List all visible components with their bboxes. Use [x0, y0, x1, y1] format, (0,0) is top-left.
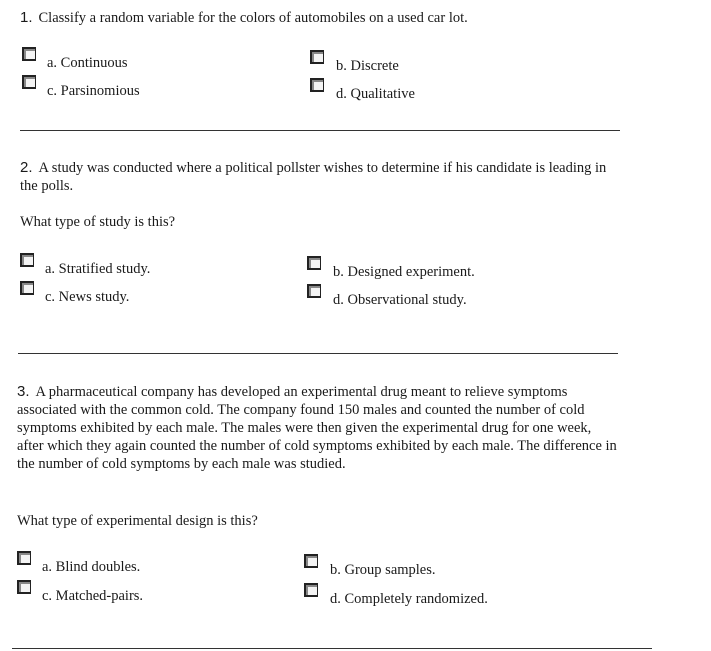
- option-2c-checkbox[interactable]: [20, 281, 34, 295]
- question-3-prompt: What type of experimental design is this?: [17, 513, 258, 529]
- question-1-stem: [20, 9, 620, 27]
- question-3-number: 3.: [17, 383, 30, 400]
- option-1a-label[interactable]: a. Continuous: [47, 55, 128, 71]
- option-2b-checkbox[interactable]: [307, 256, 321, 270]
- option-3a-label[interactable]: a. Blind doubles.: [42, 559, 141, 575]
- question-1-number: 1.: [20, 9, 33, 26]
- question-1-text: Classify a random variable for the colors of automobiles on a used car lot.: [38, 10, 468, 26]
- question-2-number: 2.: [20, 159, 33, 176]
- option-2a-checkbox[interactable]: [20, 253, 34, 267]
- option-3b-checkbox[interactable]: [304, 554, 318, 568]
- option-2a-label[interactable]: a. Stratified study.: [45, 261, 151, 277]
- separator-1: [20, 130, 620, 131]
- question-2-prompt: What type of study is this?: [20, 214, 176, 230]
- option-1a-checkbox[interactable]: [22, 47, 36, 61]
- separator-3: [12, 648, 652, 649]
- option-3a-checkbox[interactable]: [17, 551, 31, 565]
- option-2d-label[interactable]: d. Observational study.: [333, 292, 467, 308]
- option-3c-checkbox[interactable]: [17, 580, 31, 594]
- question-3-text: A pharmaceutical company has developed an experimental drug meant to relieve symptoms associated with the common cold. The company found 150 males and counted the number of cold symptoms exhibited by each male. The males were then given the experimental drug for one week, after which they again counted the number of cold symptoms exhibited by each male. The difference in the number of cold symptoms by each male was studied.: [17, 384, 617, 472]
- option-3d-checkbox[interactable]: [304, 583, 318, 597]
- option-2d-checkbox[interactable]: [307, 284, 321, 298]
- option-2b-label[interactable]: b. Designed experiment.: [333, 264, 475, 280]
- option-1d-label[interactable]: d. Qualitative: [336, 86, 415, 102]
- option-3b-label[interactable]: b. Group samples.: [330, 562, 436, 578]
- question-2-stem: [20, 159, 620, 195]
- option-1c-checkbox[interactable]: [22, 75, 36, 89]
- option-3d-label[interactable]: d. Completely randomized.: [330, 591, 488, 607]
- option-1d-checkbox[interactable]: [310, 78, 324, 92]
- option-1c-label[interactable]: c. Parsinomious: [47, 83, 140, 99]
- question-2-text: A study was conducted where a political pollster wishes to determine if his candidate is leading in the polls.: [20, 160, 607, 194]
- option-2c-label[interactable]: c. News study.: [45, 289, 130, 305]
- option-1b-label[interactable]: b. Discrete: [336, 58, 399, 74]
- option-3c-label[interactable]: c. Matched-pairs.: [42, 588, 144, 604]
- question-3-stem: [17, 383, 617, 473]
- separator-2: [18, 353, 618, 354]
- option-1b-checkbox[interactable]: [310, 50, 324, 64]
